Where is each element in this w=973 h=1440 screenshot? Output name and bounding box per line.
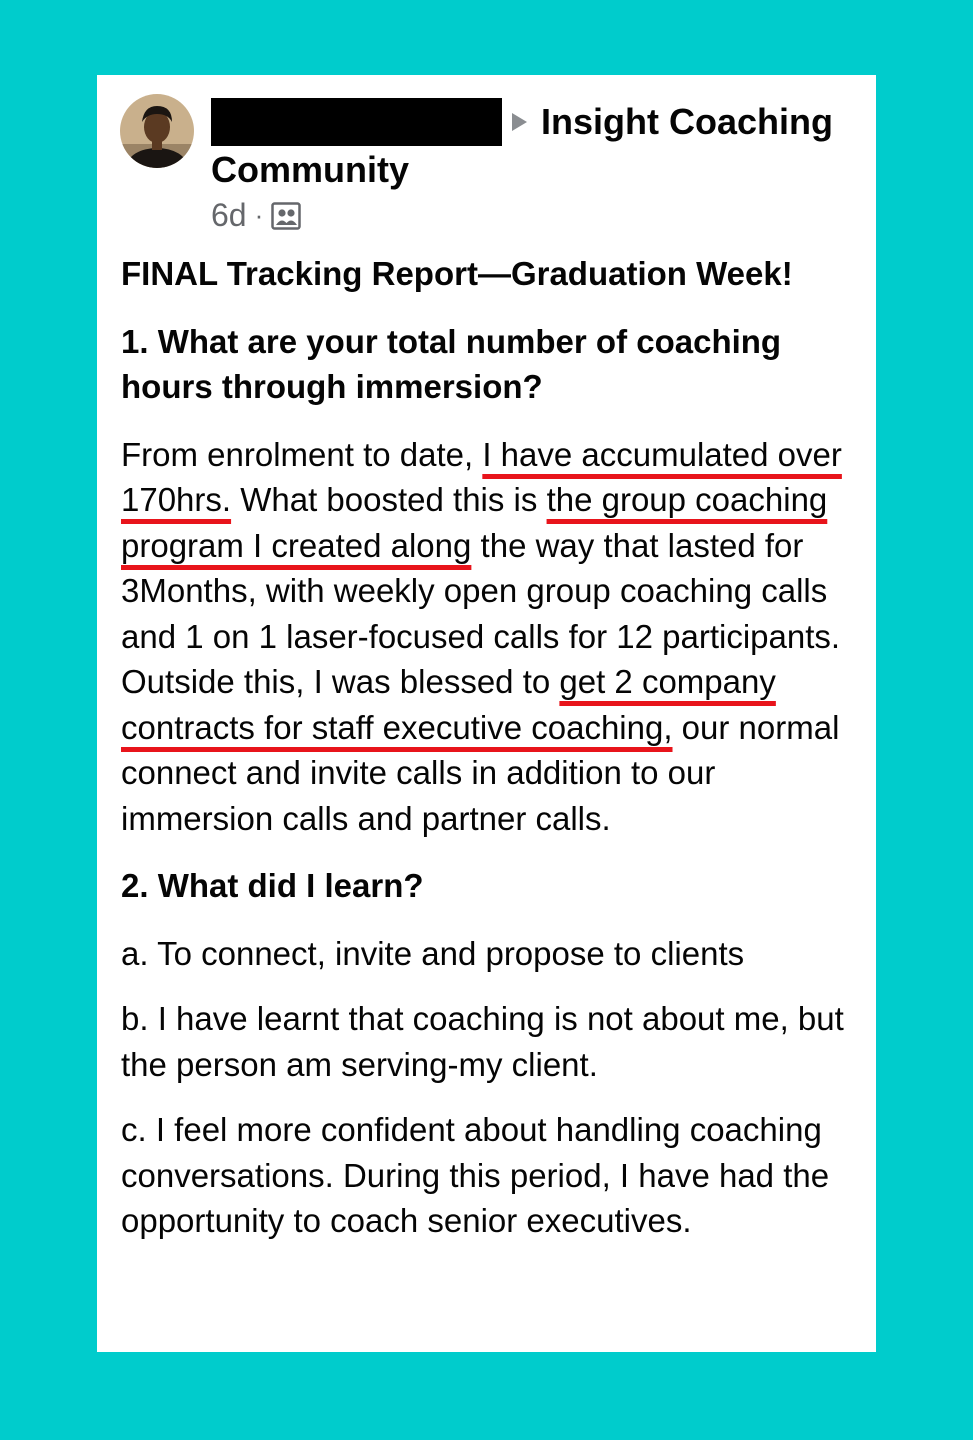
separator-dot: · (254, 200, 264, 230)
author-name-redacted (211, 98, 502, 146)
answer-1-text: the way that lasted for 3Months, with weekly open group coaching calls and 1 on 1 laser-focused calls for 12 participants. Outside this, I was blessed to (121, 526, 841, 700)
highlight-group-program: the group coaching program I created along (121, 481, 828, 564)
answer-1-paragraph (121, 432, 861, 842)
learning-c: c. I feel more confident about handling coaching conversations. During this period, I have had the opportunity to coach senior executives. (121, 1111, 830, 1239)
group-name-link-continued[interactable]: Community (211, 149, 409, 190)
highlight-hours: I have accumulated over 170hrs. (121, 435, 842, 518)
post-header (211, 97, 833, 147)
question-1: 1. What are your total number of coaching hours through immersion? (121, 322, 782, 405)
learning-b: b. I have learnt that coaching is not about me, but the person am serving-my client. (121, 1000, 844, 1083)
group-name-link[interactable]: Insight Coaching (541, 101, 833, 142)
post-body (121, 251, 861, 1264)
group-audience-icon (271, 202, 301, 230)
highlight-contracts: get 2 company contracts for staff executive coaching, (121, 663, 776, 746)
question-2: 2. What did I learn? (121, 867, 424, 904)
post-timestamp[interactable]: 6d (211, 197, 247, 233)
author-photo (120, 94, 194, 168)
learning-a: a. To connect, invite and propose to clients (121, 934, 745, 972)
post-meta (211, 197, 301, 234)
answer-1-text: our normal connect and invite calls in addition to our immersion calls and partner calls. (121, 708, 840, 837)
play-arrow-icon (512, 113, 527, 131)
post-title: FINAL Tracking Report—Graduation Week! (121, 255, 793, 292)
answer-1-text: What boosted this is (231, 481, 547, 518)
post-card (97, 75, 876, 1352)
answer-1-text: From enrolment to date, (121, 435, 483, 473)
avatar[interactable] (120, 94, 194, 168)
